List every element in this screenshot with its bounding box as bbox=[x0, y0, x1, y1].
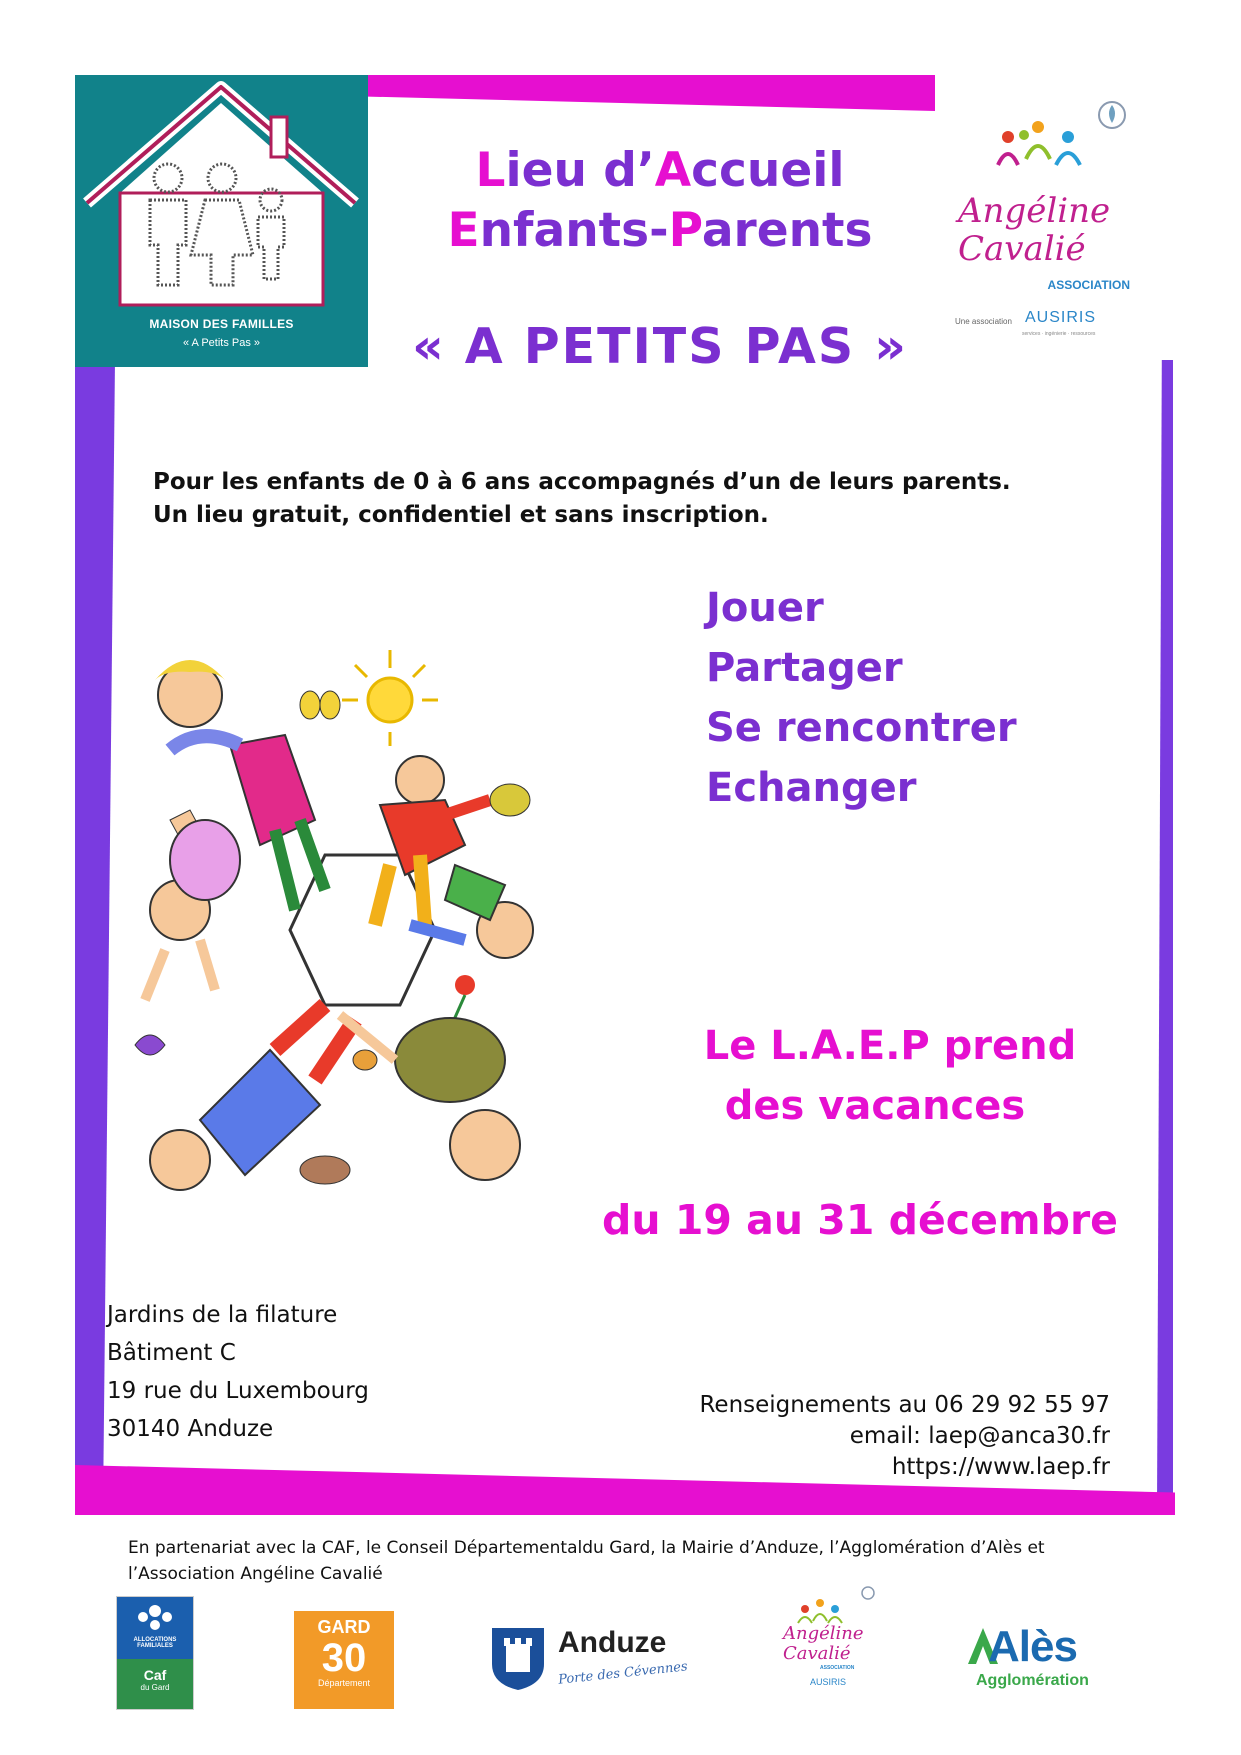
contact-block bbox=[620, 1390, 1110, 1483]
gard-name: GARD bbox=[317, 1617, 371, 1637]
title-line-1: Lieu d’Accueil bbox=[475, 143, 845, 198]
maison-subtitle: « A Petits Pas » bbox=[182, 337, 261, 349]
right-violet-bar bbox=[1157, 360, 1173, 1510]
angeline-small-word: Angéline bbox=[783, 1623, 864, 1644]
address-block bbox=[107, 1296, 369, 1448]
angeline-word: Angéline bbox=[958, 191, 1111, 231]
verb-item: Jouer bbox=[706, 585, 824, 631]
people-icon bbox=[950, 95, 1130, 175]
cavalie-word: Cavalié bbox=[958, 229, 1086, 269]
address-line: Bâtiment C bbox=[107, 1340, 236, 1366]
ausiris-prefix: Une association bbox=[955, 317, 1012, 326]
intro-line-2: Un lieu gratuit, confidentiel et sans inscription. bbox=[153, 502, 769, 528]
contact-website[interactable]: https://www.laep.fr bbox=[891, 1454, 1110, 1480]
children-circle-illustration bbox=[125, 640, 595, 1240]
address-line: 30140 Anduze bbox=[107, 1416, 274, 1442]
caf-emblem-icon bbox=[117, 1597, 193, 1637]
gard-sub: Département bbox=[317, 1678, 371, 1688]
gard-logo bbox=[294, 1611, 394, 1709]
association-label: ASSOCIATION bbox=[1047, 278, 1130, 292]
contact-email[interactable]: email: laep@anca30.fr bbox=[849, 1423, 1110, 1449]
anduze-name: Anduze bbox=[558, 1626, 667, 1659]
caf-top-label: ALLOCATIONS FAMILIALES bbox=[133, 1637, 177, 1649]
vacation-dates: du 19 au 31 décembre bbox=[602, 1196, 1118, 1244]
page-subtitle: « A PETITS PAS » bbox=[412, 318, 908, 375]
verb-item: Partager bbox=[706, 645, 903, 691]
people-small-icon bbox=[780, 1585, 880, 1625]
maison-name: MAISON DES FAMILLES bbox=[149, 317, 294, 331]
ales-agglomeration-logo bbox=[968, 1622, 1118, 1702]
house-family-icon bbox=[75, 75, 368, 315]
caf-logo bbox=[116, 1596, 194, 1710]
caf-name: Caf bbox=[143, 1667, 167, 1683]
anduze-sub: Porte des Cévennes bbox=[557, 1659, 689, 1688]
ales-name: Alès bbox=[988, 1622, 1077, 1671]
ausiris-name: AUSIRIS bbox=[1025, 309, 1097, 326]
ausiris-small: AUSIRIS bbox=[810, 1677, 847, 1687]
caf-sub: du Gard bbox=[140, 1683, 170, 1692]
association-small-label: ASSOCIATION bbox=[820, 1665, 855, 1671]
top-magenta-bar bbox=[368, 75, 935, 111]
vacation-notice bbox=[690, 1016, 1090, 1136]
partners-line-2: l’Association Angéline Cavalié bbox=[128, 1564, 383, 1584]
address-line: Jardins de la filature bbox=[107, 1302, 338, 1328]
maison-des-familles-logo bbox=[75, 75, 368, 367]
activity-list bbox=[706, 578, 1017, 818]
ales-sub: Agglomération bbox=[976, 1672, 1089, 1689]
intro-text bbox=[153, 466, 1011, 532]
title-line-2: Enfants-Parents bbox=[447, 203, 873, 258]
intro-line-1: Pour les enfants de 0 à 6 ans accompagnés d’un de leurs parents. bbox=[153, 469, 1011, 495]
cavalie-small-word: Cavalié bbox=[783, 1643, 851, 1664]
vacation-line-1: Le L.A.E.P prend bbox=[703, 1023, 1077, 1069]
anduze-shield-icon bbox=[490, 1626, 546, 1692]
partners-line-1: En partenariat avec la CAF, le Conseil Départementaldu Gard, la Mairie d’Anduze, l’Agglomération d’Alès et bbox=[128, 1538, 1045, 1558]
address-line: 19 rue du Luxembourg bbox=[107, 1378, 369, 1404]
gard-number: 30 bbox=[321, 1636, 367, 1680]
verb-item: Echanger bbox=[706, 765, 917, 811]
anduze-logo bbox=[490, 1626, 690, 1696]
verb-item: Se rencontrer bbox=[706, 705, 1017, 751]
partners-text bbox=[128, 1535, 1045, 1587]
ausiris-tag: services · ingénierie · ressources bbox=[1022, 331, 1096, 337]
vacation-line-2: des vacances bbox=[724, 1083, 1026, 1129]
angeline-small-logo bbox=[780, 1585, 880, 1695]
contact-phone: Renseignements au 06 29 92 55 97 bbox=[699, 1392, 1110, 1418]
angeline-cavalie-logo bbox=[950, 95, 1130, 345]
